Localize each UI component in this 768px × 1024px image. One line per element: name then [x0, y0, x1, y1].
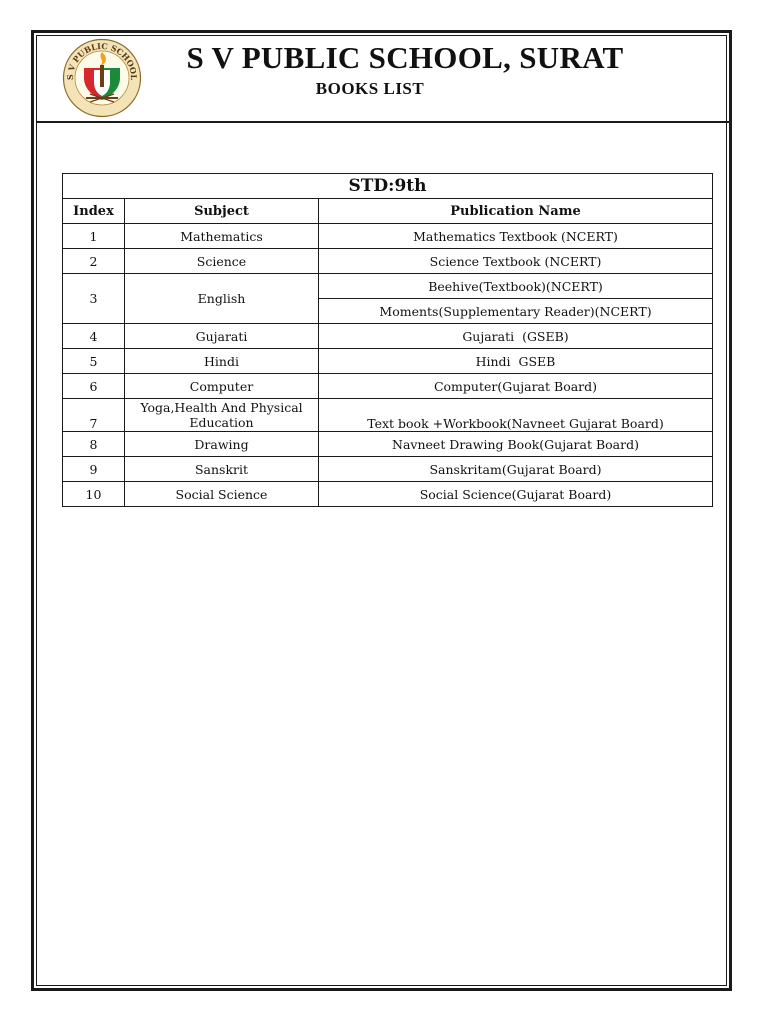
row-subject: Social Science — [125, 482, 319, 507]
table-row — [63, 482, 713, 507]
row-index: 9 — [63, 457, 125, 482]
school-name: S V PUBLIC SCHOOL, SURAT — [186, 40, 624, 75]
row-publication: Social Science(Gujarat Board) — [319, 482, 713, 507]
table-row — [63, 274, 713, 299]
row-publication: Text book +Workbook(Navneet Gujarat Board) — [319, 399, 713, 432]
header-divider — [36, 121, 732, 123]
svg-text:S V PUBLIC SCHOOL: S V PUBLIC SCHOOL — [64, 40, 140, 81]
row-subject: Sanskrit — [125, 457, 319, 482]
row-publication: Moments(Supplementary Reader)(NCERT) — [319, 299, 713, 324]
row-index: 7 — [63, 399, 125, 432]
row-publication: Mathematics Textbook (NCERT) — [319, 224, 713, 249]
row-index: 5 — [63, 349, 125, 374]
row-index: 8 — [63, 432, 125, 457]
table-row — [63, 349, 713, 374]
table-row — [63, 399, 713, 432]
table-row — [63, 224, 713, 249]
table-row — [63, 457, 713, 482]
row-subject: Computer — [125, 374, 319, 399]
row-subject: English — [125, 274, 319, 324]
row-index: 1 — [63, 224, 125, 249]
row-index: 4 — [63, 324, 125, 349]
column-header-publication: Publication Name — [319, 199, 713, 224]
standard-title: STD:9th — [63, 174, 713, 199]
document-subtitle: BOOKS LIST — [315, 79, 425, 98]
row-subject: Science — [125, 249, 319, 274]
school-logo — [62, 38, 142, 118]
row-publication: Science Textbook (NCERT) — [319, 249, 713, 274]
table-row — [63, 324, 713, 349]
standard-row — [63, 174, 713, 199]
row-publication: Gujarati (GSEB) — [319, 324, 713, 349]
row-subject: Drawing — [125, 432, 319, 457]
column-header-subject: Subject — [125, 199, 319, 224]
header-row — [63, 199, 713, 224]
row-publication: Computer(Gujarat Board) — [319, 374, 713, 399]
row-publication: Beehive(Textbook)(NCERT) — [319, 274, 713, 299]
table-row — [63, 432, 713, 457]
column-header-index: Index — [63, 199, 125, 224]
row-subject: Gujarati — [125, 324, 319, 349]
row-index: 10 — [63, 482, 125, 507]
row-index: 3 — [63, 274, 125, 324]
row-publication: Hindi GSEB — [319, 349, 713, 374]
row-subject: Hindi — [125, 349, 319, 374]
table-row — [63, 249, 713, 274]
table-row — [63, 374, 713, 399]
row-index: 2 — [63, 249, 125, 274]
books-table — [62, 173, 713, 507]
row-subject: Yoga,Health And Physical Education — [125, 399, 319, 432]
row-subject: Mathematics — [125, 224, 319, 249]
row-publication: Navneet Drawing Book(Gujarat Board) — [319, 432, 713, 457]
row-publication: Sanskritam(Gujarat Board) — [319, 457, 713, 482]
row-index: 6 — [63, 374, 125, 399]
